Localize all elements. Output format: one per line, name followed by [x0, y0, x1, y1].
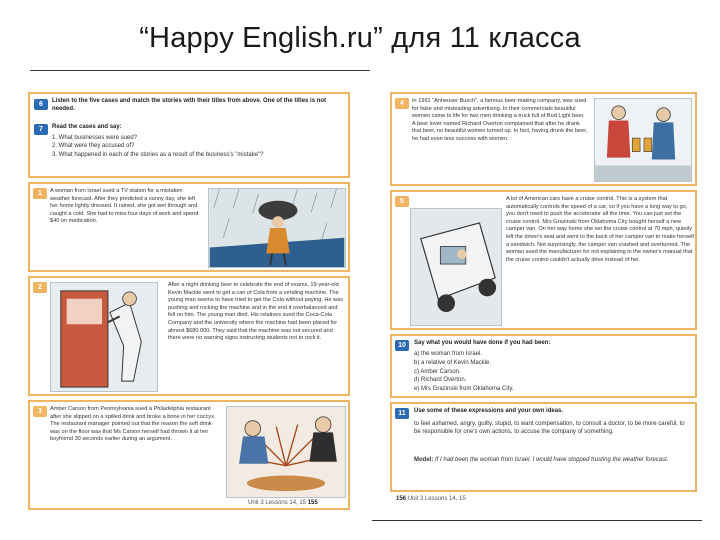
case-text: In 1991 “Anheuser Busch”, a famous beer-making company, was sued for false and misleading advertising. In their commercials beautiful women came to life for two men drinking a truck full of Bud Light beer. A beer lover named Richard Overton complained that after he drank that beer, no beautiful women turned up. In fact, having drunk the beer, he had even less success with women. [412, 98, 588, 142]
title-divider [30, 70, 370, 71]
slide-title: “Happy English.ru” для 11 класса [139, 22, 581, 54]
page-number: 155 [307, 500, 318, 506]
exercise-heading: Use some of these expressions and your own ideas. [414, 408, 564, 414]
case-box-5 [390, 190, 697, 330]
vending-machine-illustration [50, 282, 158, 392]
exercise-heading: Say what you would have done if you had been: [414, 340, 551, 346]
case-text: Amber Carson from Pennsylvania sued a Philadelphia restaurant after she slipped on a spilled drink and broke a bone in her coccyx. The restaurant manager pointed out that the reason the soft drink was on the floor was that Ms Carson herself had thrown it at her boyfriend 30 seconds earlier during an argument. [50, 406, 216, 443]
exercise-10-box [390, 334, 697, 398]
bottom-divider [372, 520, 702, 521]
case-box-2 [28, 276, 350, 396]
case-number: 4 [395, 98, 409, 109]
page-number: 156 [396, 496, 407, 502]
list-item: e) Mrs Grazinski from Oklahoma City. [414, 386, 514, 393]
textbook-page-left [28, 92, 350, 510]
model-text: If I had been the woman from Israel, I would have stopped trusting the weather forecast. [435, 457, 669, 463]
case-box-3 [28, 400, 350, 510]
option-list [414, 350, 684, 394]
list-item: c) Amber Carson. [414, 368, 461, 375]
exercise-number: 11 [395, 408, 409, 419]
case-number: 2 [33, 282, 47, 293]
case-number: 3 [33, 406, 47, 417]
page-folio [396, 496, 466, 502]
exercise-number: 6 [34, 99, 48, 110]
list-item: 2. What were they accused of? [52, 143, 135, 150]
list-item: a) the woman from Israel. [414, 351, 483, 357]
list-item: d) Richard Overton. [414, 377, 467, 384]
folio-unit: Unit 3 Lessons 14, 15 [248, 500, 307, 506]
list-item: 3. What happened in each of the stories as a result of the business's "mistake"? [52, 151, 264, 158]
exercise-number: 10 [395, 340, 409, 351]
question-list [52, 134, 342, 159]
list-item: b) a relative of Kevin Mackle. [414, 359, 492, 366]
restaurant-illustration [226, 406, 346, 498]
case-number: 5 [395, 196, 409, 207]
case-box-4 [390, 92, 697, 186]
case-text: After a night drinking beer to celebrate the end of exams, 19-year-old Kevin Mackle went to get a can of Cola from a vending machine. The young man seems to have tried to get the Cola without paying. He was pushing and rocking the machine and in the end it overbalanced and fell on him. The young man died. His relatives sued the Coca-Cola Company and the university where the machine had been placed for almost $680 000. They said that the machine was not secured and there were no warning signs instructing students not to rock it. [168, 282, 344, 342]
exercises-box [28, 92, 350, 178]
expressions-text: to feel ashamed, angry, guilty, stupid, to want compensation, to consult a doctor, to be more careful, to be responsible for one's own actions, to accuse the company of something. [414, 421, 685, 436]
folio-unit: Unit 3 Lessons 14, 15 [407, 496, 466, 502]
rain-illustration [208, 188, 346, 268]
case-number: 1 [33, 188, 47, 199]
page-folio [248, 500, 318, 506]
case-text: A woman from Israel sued a TV station for a mistaken weather forecast. After they predicted a sunny day, she left her home lightly dressed. It rained, she got wet through and caught a cold. She had to miss four days of work and spend $40 on medication. [50, 188, 199, 225]
list-item: 1. What businesses were sued? [52, 135, 138, 141]
model-answer [414, 456, 690, 464]
model-label: Model: [414, 457, 434, 463]
case-box-1 [28, 182, 350, 272]
case-text: A lot of American cars have a cruise control. This is a system that automatically controls the speed of a car, so if you have a long way to go, you don't need to push the accelerator all the time. You can just set the cruise control. Mrs Grazinski from Oklahoma City bought herself a new camper van. On her way home she set the cruise control at 70 mph, quietly left the driver's seat and went to the back of her camper van to make herself a sandwich. Not surprisingly, the camper van crashed and overturned. The woman sued the manufacturer for not explaining in the owner's manual that the cruise control couldn't actually drive instead of her. [506, 196, 694, 263]
beer-illustration [594, 98, 692, 182]
exercise-number: 7 [34, 124, 48, 135]
exercise-heading: Read the cases and say: [52, 124, 122, 130]
exercise-instruction: Listen to the five cases and match the stories with their titles from above. One of the titles is not needed. [52, 98, 327, 112]
textbook-page-right [390, 92, 697, 510]
camper-van-illustration [410, 208, 502, 326]
exercise-11-box [390, 402, 697, 492]
